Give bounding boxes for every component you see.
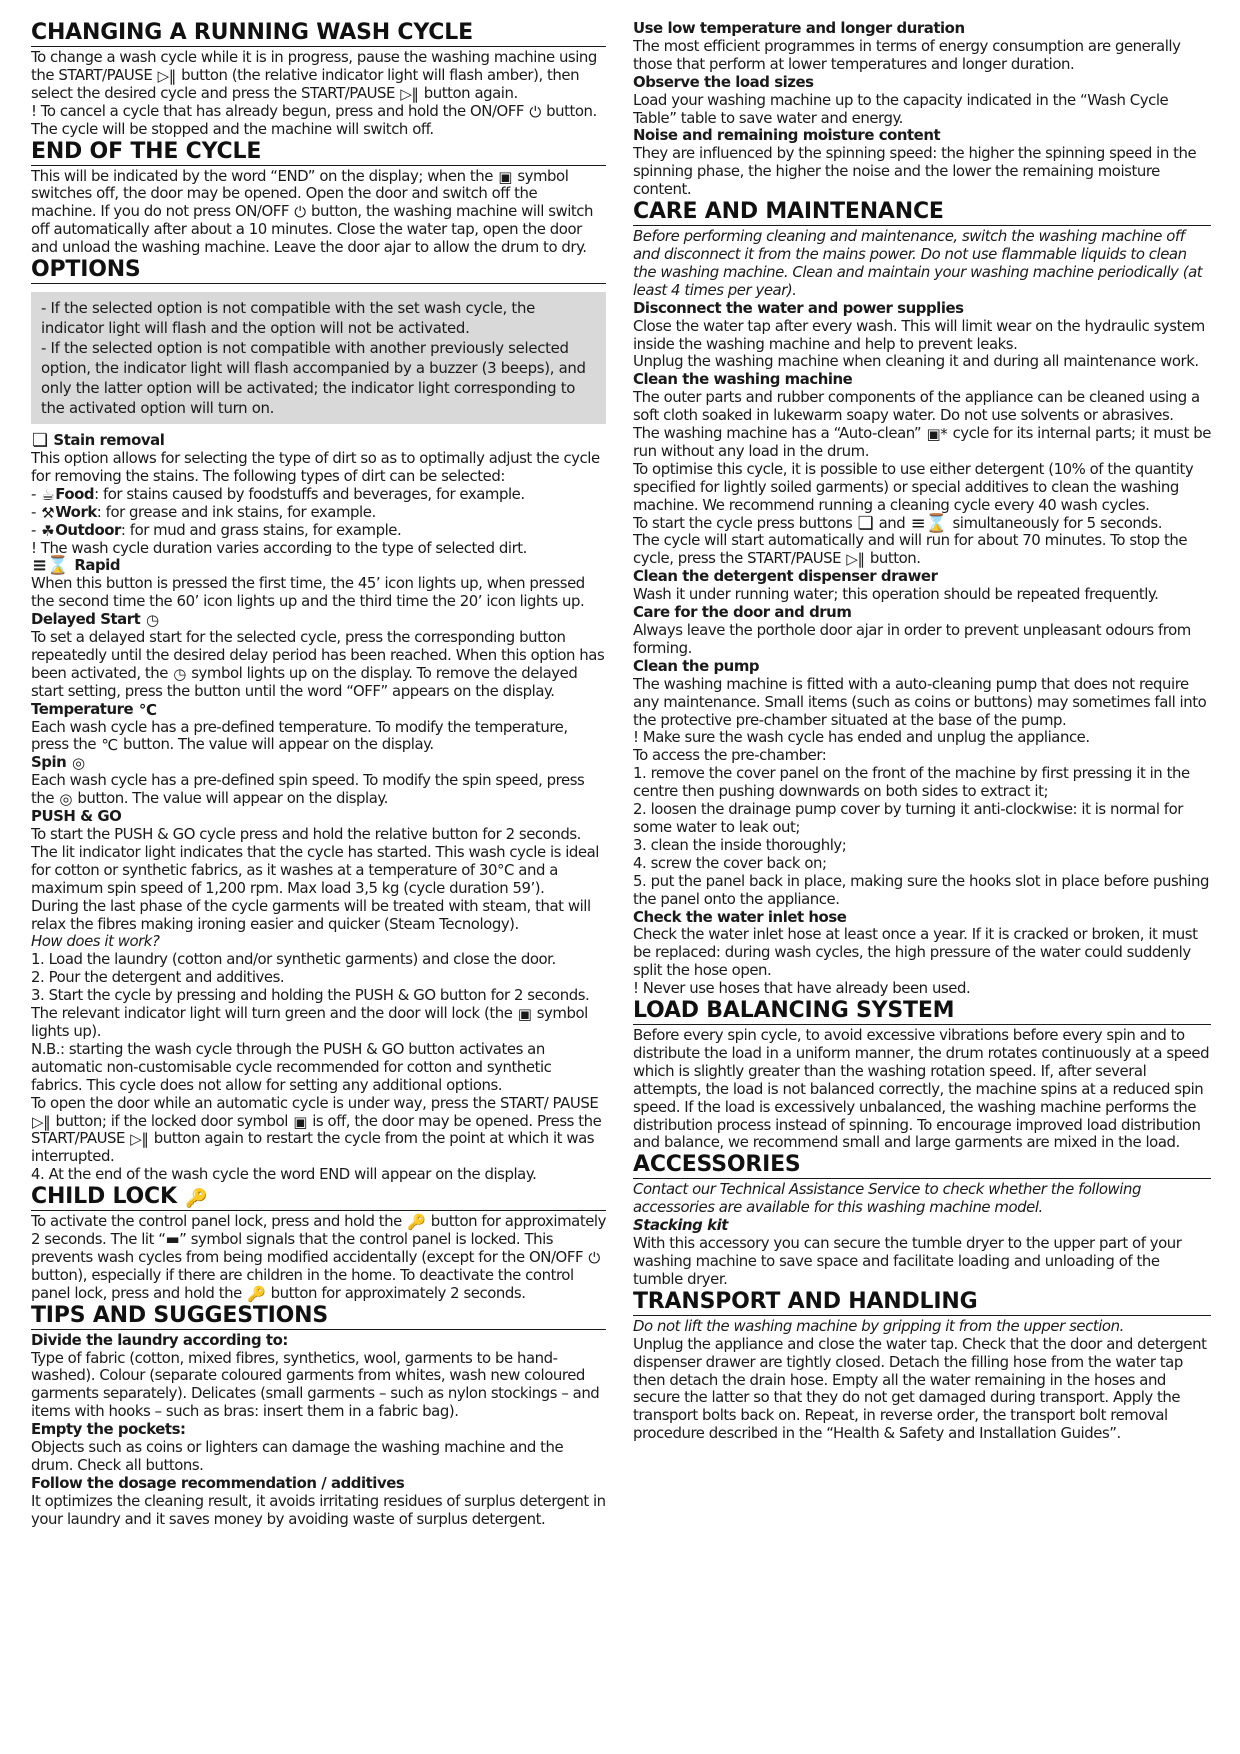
subheading: Use low temperature and longer duration	[633, 20, 965, 37]
paragraph: When this button is pressed the first time, the 45’ icon lights up, when pressed the second time the 60’ icon lights up and the third time the 20’ icon lights up.	[31, 574, 585, 611]
section-accessories	[633, 1152, 1211, 1288]
section-title: TIPS AND SUGGESTIONS	[31, 1303, 606, 1330]
child-lock-key-icon: 🔑	[407, 1213, 426, 1232]
child-lock-key-icon: 🔑	[247, 1284, 266, 1303]
section-changing-cycle	[31, 20, 606, 139]
section-tips	[31, 1303, 606, 1529]
section-title: CHANGING A RUNNING WASH CYCLE	[31, 20, 606, 47]
work-icon: ⚒	[41, 503, 55, 522]
section-care-maintenance	[633, 199, 1211, 998]
paragraph: During the last phase of the cycle garments will be treated with steam, that will relax the fibres making ironing easier and quicker (Steam Tecnology).	[31, 896, 591, 933]
list-item: 2. Pour the detergent and additives.	[31, 968, 285, 987]
paragraph: Type of fabric (cotton, mixed fibres, synthetics, wool, garments to be hand-washed). Colour (separate coloured garments from whites, wash new coloured garments separately). Delicates (small garments – such as nylon stockings – and items with hooks – such as bras: insert them in a fabric bag).	[31, 1348, 600, 1421]
section-transport	[633, 1289, 1211, 1443]
manual-page	[31, 20, 1211, 1736]
paragraph: Before every spin cycle, to avoid excessive vibrations before every spin and to distribute the load in a uniform manner, the drum rotates continuously at a speed which is slightly greater than the washing rotation speed. If, after several attempts, the load is not balanced correctly, the machine spins at a reduced spin speed. If the load is excessively unbalanced, the washing machine performs the distribution process instead of spinning. To encourage improved load distribution and balance, we recommend small and large garments are mixed in the load.	[633, 1026, 1210, 1152]
outdoor-icon: ☘	[41, 521, 55, 540]
paragraph: To set a delayed start for the selected cycle, press the corresponding button repeatedly until the desired delay period has been reached. When this option has been activated, the ◷ symbol lights up on the display. To remove the delayed start setting, press the button until the word “OFF” appears on the display.	[31, 628, 605, 700]
paragraph: To start the cycle press buttons ❏ and ≡⌛ simultaneously for 5 seconds.	[633, 512, 1162, 534]
list-item: 1. Load the laundry (cotton and/or synthetic garments) and close the door.	[31, 950, 556, 969]
list-item: - ☕Food: for stains caused by foodstuffs and beverages, for example.	[31, 484, 525, 504]
paragraph: Check the water inlet hose at least once a year. If it is cracked or broken, it must be replaced: during wash cycles, the high pressure of the water could suddenly split the hose open.	[633, 925, 1198, 980]
paragraph: ! Make sure the wash cycle has ended and unplug the appliance.	[633, 728, 1090, 747]
paragraph: The outer parts and rubber components of the appliance can be cleaned using a soft cloth soaked in lukewarm soapy water. Do not use solvents or abrasives.	[633, 388, 1200, 425]
section-child-lock	[31, 1184, 606, 1303]
stain-removal-icon: ❏	[857, 512, 874, 534]
paragraph: ! The wash cycle duration varies according to the type of selected dirt.	[31, 538, 527, 557]
paragraph: The most efficient programmes in terms of energy consumption are generally those that perform at lower temperatures and longer duration.	[633, 36, 1181, 73]
start-pause-icon: ▷‖	[157, 66, 176, 85]
section-title: ACCESSORIES	[633, 1152, 1211, 1179]
paragraph: Always leave the porthole door ajar in order to prevent unpleasant odours from forming.	[633, 621, 1191, 657]
subheading: Clean the detergent dispenser drawer	[633, 567, 938, 586]
start-pause-icon: ▷‖	[846, 550, 865, 569]
paragraph: ! To cancel a cycle that has already begun, press and hold the ON/OFF ⏻ button. The cycle will be stopped and the machine will switch off.	[31, 101, 597, 138]
section-title: LOAD BALANCING SYSTEM	[633, 998, 1211, 1025]
section-title: OPTIONS	[31, 257, 606, 284]
start-pause-icon: ▷‖	[32, 1112, 51, 1131]
section-options	[31, 257, 606, 1184]
list-item: 4. At the end of the wash cycle the word END will appear on the display.	[31, 1165, 537, 1184]
subheading: Noise and remaining moisture content	[633, 126, 941, 145]
paragraph: Unplug the appliance and close the water tap. Check that the door and detergent dispenser drawer are tightly closed. Detach the filling hose from the water tap then detach the drain hose. Empty all the water remaining in the hoses and secure the latter so that they do not get damaged during transport. Apply the transport bolts back on. Repeat, in reverse order, the transport bolt removal procedure described in the “Health & Safety and Installation Guides”.	[633, 1334, 1207, 1443]
power-icon: ⏻	[294, 203, 306, 222]
list-item: 2. loosen the drainage pump cover by turning it anti-clockwise: it is normal for some water to leak out;	[633, 800, 1183, 836]
paragraph: The cycle will start automatically and will run for about 70 minutes. To stop the cycle, press the START/PAUSE ▷‖ button.	[633, 531, 1188, 569]
section-end-of-cycle	[31, 139, 606, 258]
paragraph: How does it work?	[31, 932, 160, 951]
paragraph: To activate the control panel lock, press and hold the 🔑 button for approximately 2 seconds. The lit “▬” symbol signals that the control panel is locked. This prevents wash cycles from being modified accidentally (except for the ON/OFF ⏻ button), especially if there are children in the home. To deactivate the control panel lock, press and hold the 🔑 button for approximately 2 seconds.	[31, 1212, 606, 1303]
list-item: - ☘Outdoor: for mud and grass stains, for example.	[31, 520, 402, 540]
paragraph: It optimizes the cleaning result, it avoids irritating residues of surplus detergent in your laundry and it saves money by avoiding waste of surplus detergent.	[31, 1491, 606, 1528]
paragraph: Objects such as coins or lighters can damage the washing machine and the drum. Check all buttons.	[31, 1438, 564, 1474]
list-item: 3. Start the cycle by pressing and holding the PUSH & GO button for 2 seconds. The relevant indicator light will turn green and the door will lock (the ▣ symbol lights up).	[31, 986, 590, 1040]
subheading: Stacking kit	[633, 1216, 728, 1235]
section-load-balancing	[633, 998, 1211, 1152]
stain-removal-icon: ❏	[32, 430, 48, 452]
start-pause-icon: ▷‖	[400, 84, 419, 103]
delayed-start-icon: ◷	[146, 611, 159, 630]
temperature-icon: ℃	[138, 700, 157, 719]
paragraph: Before performing cleaning and maintenance, switch the washing machine off and disconnect it from the mains power. Do not use flammable liquids to clean the washing machine. Clean and maintain your washing machine periodically (at least 4 times per year).	[633, 227, 1203, 299]
subheading: ❏ Stain removal	[32, 430, 165, 452]
list-item: 4. screw the cover back on;	[633, 853, 827, 872]
paragraph: ! Never use hoses that have already been used.	[633, 979, 971, 998]
list-item: - ⚒Work: for grease and ink stains, for example.	[31, 502, 376, 522]
spin-icon: ◎	[59, 790, 73, 809]
paragraph: This will be indicated by the word “END” on the display; when the ▣ symbol switches off, the door may be opened. Open the door and switch off the machine. If you do not press ON/OFF ⏻ button, the washing machine will switch off automatically after about a 10 minutes. Close the water tap, open the door and unload the washing machine. Leave the door ajar to allow the drum to dry.	[31, 166, 594, 257]
food-icon: ☕	[41, 485, 55, 504]
subheading: Temperature ℃	[31, 699, 157, 719]
paragraph: To start the PUSH & GO cycle press and hold the relative button for 2 seconds. The lit indicator light indicates that the cycle has started. This wash cycle is ideal for cotton or synthetic fabrics, as it washes at a temperature of 30°C and a maximum spin speed of 1,200 rpm. Max load 3,5 kg (cycle duration 59’).	[31, 825, 599, 897]
paragraph: The washing machine is fitted with a auto-cleaning pump that does not require any maintenance. Small items (such as coins or buttons) may sometimes fall into the protective pre-chamber situated at the base of the pump.	[633, 674, 1207, 729]
spin-icon: ◎	[72, 754, 85, 773]
list-item: 1. remove the cover panel on the front of the machine by first pressing it in the centre then pushing downwards on both sides to extract it;	[633, 764, 1190, 801]
paragraph: To open the door while an automatic cycle is under way, press the START/ PAUSE ▷‖ button; if the locked door symbol ▣ is off, the door may be opened. Press the START/PAUSE ▷‖ button again to restart the cycle from the point at which it was interrupted.	[31, 1093, 602, 1166]
right-column	[633, 20, 1211, 1736]
paragraph: This option allows for selecting the type of dirt so as to optimally adjust the cycle for removing the stains. The following types of dirt can be selected:	[31, 448, 600, 485]
paragraph: Contact our Technical Assistance Service to check whether the following accessories are available for this washing machine model.	[633, 1180, 1141, 1217]
paragraph: They are influenced by the spinning speed: the higher the spinning speed in the spinning phase, the higher the noise and the lower the remaining moisture content.	[633, 144, 1197, 199]
paragraph: Do not lift the washing machine by gripping it from the upper section.	[633, 1316, 1124, 1335]
power-icon: ⏻	[588, 1248, 600, 1267]
rapid-icon: ≡⌛	[32, 555, 69, 577]
subheading: Care for the door and drum	[633, 603, 852, 622]
subheading: Clean the washing machine	[633, 370, 853, 389]
paragraph: Unplug the washing machine when cleaning it and during all maintenance work.	[633, 352, 1199, 371]
subheading: Empty the pockets:	[31, 1420, 186, 1439]
paragraph: To change a wash cycle while it is in progress, pause the washing machine using the START/PAUSE ▷‖ button (the relative indicator light will flash amber), then select the desired cycle and press the START/PAUSE ▷‖ button again.	[31, 48, 597, 103]
subheading: Disconnect the water and power supplies	[633, 298, 964, 317]
subheading: Spin ◎	[31, 753, 85, 773]
subheading: Clean the pump	[633, 656, 760, 675]
options-note-box	[31, 292, 606, 424]
door-lock-icon: ▣	[293, 1112, 307, 1131]
subheading: ≡⌛ Rapid	[32, 555, 121, 577]
child-lock-key-icon: 🔑	[185, 1188, 208, 1210]
subheading: Delayed Start ◷	[31, 610, 159, 630]
paragraph: Each wash cycle has a pre-defined temperature. To modify the temperature, press the ℃ button. The value will appear on the display.	[31, 717, 568, 755]
section-title: CARE AND MAINTENANCE	[633, 199, 1211, 226]
power-icon: ⏻	[529, 102, 541, 121]
paragraph: N.B.: starting the wash cycle through the PUSH & GO button activates an automatic non-customisable cycle recommended for cotton and synthetic fabrics. This cycle does not allow for setting any additional options.	[31, 1039, 552, 1094]
paragraph: Wash it under running water; this operation should be repeated frequently.	[633, 585, 1159, 604]
paragraph: To access the pre-chamber:	[633, 746, 827, 765]
left-column	[31, 20, 606, 1736]
paragraph: Load your washing machine up to the capacity indicated in the “Wash Cycle Table” table to save water and energy.	[633, 90, 1169, 127]
list-item: 3. clean the inside thoroughly;	[633, 835, 847, 854]
door-lock-icon: ▣	[498, 167, 513, 186]
list-item: 5. put the panel back in place, making sure the hooks slot in place before pushing the panel onto the appliance.	[633, 871, 1209, 908]
temperature-icon: ℃	[101, 736, 118, 755]
paragraph: To optimise this cycle, it is possible to use either detergent (10% of the quantity specified for lightly soiled garments) or special additives to clean the washing machine. We recommend running a cleaning cycle every 40 wash cycles.	[633, 459, 1194, 514]
rapid-icon: ≡⌛	[910, 512, 948, 534]
note: - If the selected option is not compatible with another previously selected option, the indicator light will flash accompanied by a buzzer (3 beeps), and only the latter option will be activated; the indicator light corresponding to the activated option will turn on.	[41, 339, 586, 418]
subheading: PUSH & GO	[31, 807, 122, 826]
paragraph: Close the water tap after every wash. This will limit wear on the hydraulic system inside the washing machine and help to prevent leaks.	[633, 316, 1205, 353]
section-title: CHILD LOCK 🔑	[31, 1184, 606, 1211]
subheading: Divide the laundry according to:	[31, 1330, 288, 1349]
section-title: END OF THE CYCLE	[31, 139, 606, 166]
start-pause-icon: ▷‖	[130, 1130, 149, 1149]
subheading: Check the water inlet hose	[633, 907, 847, 926]
door-lock-icon: ▣	[517, 1005, 532, 1024]
subheading: Follow the dosage recommendation / additives	[31, 1473, 405, 1492]
delayed-start-icon: ◷	[173, 664, 186, 683]
subheading: Observe the load sizes	[633, 72, 814, 91]
paragraph: Each wash cycle has a pre-defined spin speed. To modify the spin speed, press the ◎ button. The value will appear on the display.	[31, 771, 585, 809]
paragraph: The washing machine has a “Auto-clean” ▣* cycle for its internal parts; it must be run without any load in the drum.	[633, 424, 1211, 460]
paragraph: With this accessory you can secure the tumble dryer to the upper part of your washing machine to save space and facilitate loading and unloading of the tumble dryer.	[633, 1234, 1182, 1288]
auto-clean-icon: ▣*	[926, 425, 948, 444]
section-tips-continued	[633, 20, 1211, 199]
note: - If the selected option is not compatible with the set wash cycle, the indicator light will flash and the option will not be activated.	[41, 299, 535, 338]
section-title: TRANSPORT AND HANDLING	[633, 1289, 1211, 1316]
